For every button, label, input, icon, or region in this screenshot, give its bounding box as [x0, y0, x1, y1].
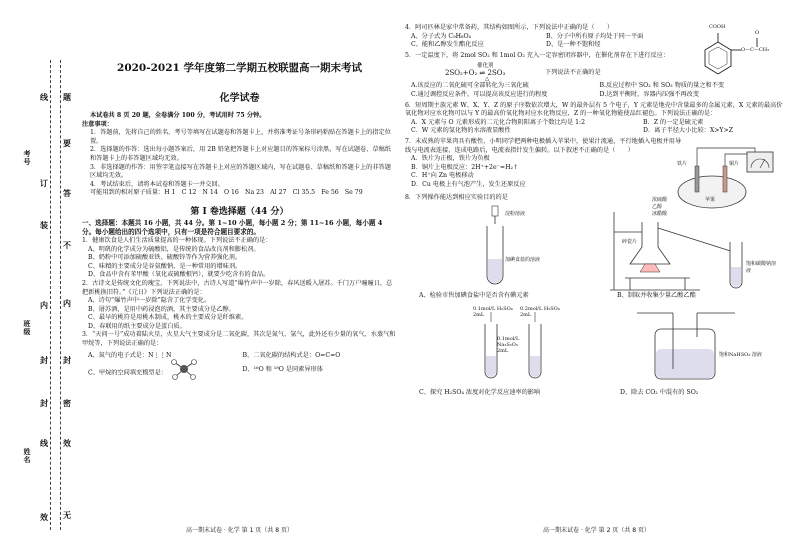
- option-c: C、能和乙醇发生酯化反应: [411, 41, 484, 49]
- figure-c-rate-experiment: [465, 306, 575, 386]
- question-stem: 3．“天问一号”成功着陆火星，火星大气主要成分是二氧化碳，其次是氮气、氩气，此外还有少量的氧气、水蒸气和甲烷等，下列说法正确的是：: [82, 331, 396, 348]
- label-iron: 铁片: [677, 160, 688, 167]
- label-nahso3: 饱和NaHSO₃ 溶液: [719, 351, 762, 358]
- reaction-equation: 2SO₂+O₂ ⇌ 2SO₃: [445, 69, 506, 78]
- section-instruction: 一、选择题：本题共 16 小题，共 44 分。第 1~10 小题，每小题 2 分；第 11~16 小题，每小题 4 分。每小题给出的四个选项中，只有一项是符合题目要求的。: [82, 218, 383, 236]
- caption-a: A、检验市售加碘食盐中是否含有碘元素: [419, 291, 529, 299]
- option-a: A、氮气的电子式是：N⋮⋮N: [88, 351, 172, 359]
- label-class: 班级: [23, 320, 32, 336]
- option-b: B．铜片上电极反应：2H⁺+2e⁻=H₂↑: [411, 163, 519, 171]
- question-stem: 8．下列操作能达到相应实验目的的是: [405, 193, 508, 201]
- caption-c: C、探究 H₂SO₄ 浓度对化学反应速率的影响: [419, 388, 541, 396]
- question-6: [405, 102, 788, 136]
- methane-model-figure: [169, 366, 199, 380]
- question-8: [405, 194, 788, 394]
- option-c: C、最早的桃符是用桃木制成，桃木的主要成分是纤维素。: [88, 314, 248, 322]
- page-footer: 高一期末试卷 · 化学 第 2 页（共 8 页）: [543, 527, 650, 534]
- label-h2so4-01: 0.1mol/L H₂SO₄ 2mL: [473, 305, 513, 318]
- exam-meta: 本试卷共 8 页 20 题，全卷满分 100 分，考试用时 75 分钟。: [90, 112, 266, 119]
- subject-title: 化学试卷: [219, 93, 260, 104]
- option-c: C、甲烷的空间填充模型是：: [88, 369, 167, 377]
- label-thiosulfate: 0.1mol/L Na₂S₂O₃ 2mL: [497, 335, 520, 354]
- question-4: [405, 24, 788, 53]
- seal-char: 封: [63, 355, 71, 365]
- seal-char: 线: [40, 438, 48, 448]
- question-stem: 4．阿司匹林是家中常备药，其结构如图所示，下列说法中正确的是（ ）: [405, 24, 614, 31]
- seal-char: 题: [63, 92, 71, 102]
- seal-char: 线: [40, 92, 48, 102]
- exam-page-2: [405, 24, 788, 538]
- question-stem: 1．健康饮食是人们生活质量提高的一种体现。下列说法不正确的是：: [82, 236, 272, 244]
- option-a: A．X 元素与 O 元素形成的二元化合物阴阳离子个数比均是 1:2: [411, 118, 586, 126]
- label-ester: O—C—CH₃: [741, 47, 770, 53]
- caption-d: D、除去 CO₂ 中混有的 SO₂: [620, 388, 699, 396]
- option-a: A、明矾的化学成分为硫酸铝，是传统的食品改良剂和膨松剂。: [88, 245, 260, 253]
- label-na2co3: 饱和碳酸钠溶液: [746, 260, 777, 274]
- option-b: B.反应过程中 SO₂ 和 SO₃ 物质的量之和不变: [599, 82, 725, 90]
- note-item: 2．选择题的作答：选出每小题答案后，用 2B 铅笔把答题卡上对应题目的答案标号涂黑，写在试题卷、草稿纸和答题卡上的非答题区域均无效。: [90, 146, 391, 162]
- option-c: C．H⁺向 Zn 电极移动: [411, 172, 474, 180]
- seal-char: 内: [40, 300, 48, 310]
- option-d: D、食品中含有苯甲酸（氧化或硫酸根钙），就要少吃含有的食品。: [88, 271, 270, 279]
- label-conc-h2so4: 浓硫酸: [652, 196, 668, 203]
- option-b: B、屠苏酒，是用中药浸泡的酒，其主要成分是乙醇。: [88, 305, 235, 313]
- option-a: A．铁片为正极，铁片为负极: [411, 155, 490, 163]
- seal-char: 要: [63, 138, 71, 148]
- label-acetic-acid: 冰醋酸: [652, 210, 668, 217]
- option-a: A.该反应的二氧化硫可全部转化为三氧化硫: [411, 82, 529, 90]
- note-item: 1．答题前，先将自己的姓名、考号等填写在试题卷和答题卡上，并将准考证号条形码粘贴在答题卡上的指定位置。: [90, 129, 391, 145]
- label-exam-number: 考号: [23, 150, 32, 166]
- question-2: [82, 280, 397, 332]
- option-c: C、味精的主要成分是谷氨酸钠，是一种常用的增味剂。: [88, 262, 242, 270]
- seal-char: 答: [63, 188, 71, 198]
- question-stem: 5．一定温度下，将 2mol SO₂ 和 1mol O₂ 充入一定容密闭容器中，在催化剂存在下进行反应：: [405, 51, 670, 59]
- seal-char: 密: [63, 398, 71, 408]
- option-b: B．Z 的一定是硫元素: [643, 118, 704, 126]
- option-b: B、二氧化碳的结构式是：O=C=O: [242, 351, 341, 359]
- note-item: 3．非选择题的作答：用签字笔直接写在答题卡上对应的答题区域内，写在试题卷、草稿纸和答题卡上的非答题区域均无效。: [90, 163, 391, 180]
- label-h2so4-02: 0.2mol/L H₂SO₄ 2mL: [520, 305, 560, 318]
- label-porcelain: 碎瓷片: [622, 238, 638, 245]
- seal-char: 订: [40, 178, 48, 188]
- question-tail: 下列说法不正确的是: [545, 69, 601, 77]
- option-c: C．W 元素的氢化物的水溶液显酸性: [411, 127, 511, 135]
- seal-char: 内: [63, 298, 71, 308]
- page-footer: 高一期末试卷 · 化学 第 1 页（共 8 页）: [186, 527, 293, 534]
- option-d: D、是一种不饱和烃: [546, 41, 601, 49]
- seal-char: 封: [40, 398, 48, 408]
- seal-char: 效: [63, 438, 71, 448]
- option-a: A、诗句“爆竹声中一岁除”隐含了化学变化。: [88, 297, 211, 305]
- figure-a-iodine-test: [465, 204, 575, 289]
- note-item: 4．考试结束后，请将本试卷和答题卡一并交回。: [90, 180, 224, 188]
- seal-char: 封: [40, 355, 48, 365]
- label-name: 姓名: [23, 448, 32, 464]
- question-stem: 2．古诗文是传统文化的瑰宝，下列说法中，古诗人写道“爆竹声中一岁除，春风送暖入屠苏。千门万户曈曈日，总把新桃换旧符。”《元日》下列说法正确的是：: [82, 279, 393, 296]
- exam-title: 2020-2021 学年度第二学期五校联盟高一期末考试: [117, 62, 362, 74]
- label-ethanol: 乙醇: [652, 203, 663, 210]
- question-stem: 6．短周期主族元素 W、X、Y、Z 的原子序数依次增大，W 的最外层有 5 个电子，Y 元素是地壳中含量最多的金属元素，X 元素的最高价氧化物对应水化物可以与 Y 的最高价氧化物对应水化物反应，Z 的一种氧化物能使品红褪色。下列说法正确的是：: [405, 101, 783, 118]
- option-d: D．Cu 电极上有气泡产生，发生还原反应: [411, 180, 526, 188]
- option-d: D.达到平衡时，容器内压强不再改变: [599, 90, 700, 98]
- exam-page-1: [82, 40, 397, 538]
- option-b: B、奶粉中可添加硫酸亚铁、硫酸锌等作为营养强化剂。: [88, 254, 242, 262]
- label-cooh: COOH: [709, 24, 726, 30]
- label-carbonyl-o: O: [755, 30, 760, 36]
- option-b: B、分子中所有原子均处于同一平面: [546, 32, 644, 40]
- question-stem: 7．未成熟的苹果肉具有酸性，小明同学把两种电极插入苹果中，使果汁流通，平行地插入电极并用导线与电流表连接，连成电路后，电流表指针发生偏转。以下叙述不正确的是（ ）: [405, 137, 682, 154]
- option-d: D、¹⁶O 和 ¹⁸O 是同素异形体: [242, 366, 323, 374]
- option-d: D．离子半径大小比较：X>Y>Z: [643, 127, 733, 135]
- option-d: D、春联用的纸主要成分是蛋白质。: [88, 322, 186, 330]
- option-a: A、分子式为 C₉H₈O₄: [411, 32, 472, 40]
- label-copper: 铜片: [729, 160, 740, 167]
- atomic-masses: 可能用到的相对原子质量：H 1 C 12 N 14 O 16 Na 23 Al 27 Cl 35.5 Fe 56 Se 79: [90, 189, 363, 197]
- notes-title: 注意事项：: [82, 120, 113, 128]
- seal-char: 无: [63, 510, 71, 520]
- catalyst-label: 催化剂: [477, 63, 494, 70]
- seal-char: 不: [63, 240, 71, 250]
- question-1: [82, 237, 397, 280]
- seal-char: 效: [40, 512, 48, 522]
- figure-d-gas-washing: [635, 309, 765, 384]
- label-starch: 淀粉溶液: [505, 210, 526, 217]
- question-3: [82, 331, 397, 380]
- caption-b: B、制取并收集少量乙酸乙酯: [617, 291, 696, 299]
- seal-char: 装: [40, 220, 48, 230]
- label-iodized-salt: 加碘食盐的溶液: [505, 256, 541, 263]
- option-c: C.通过调控反应条件，可以提高该反应进行的程度: [411, 90, 548, 98]
- label-apple: 苹果: [705, 196, 716, 203]
- section-heading: 第 I 卷选择题（44 分）: [190, 206, 289, 217]
- heat-symbol: △: [485, 76, 490, 83]
